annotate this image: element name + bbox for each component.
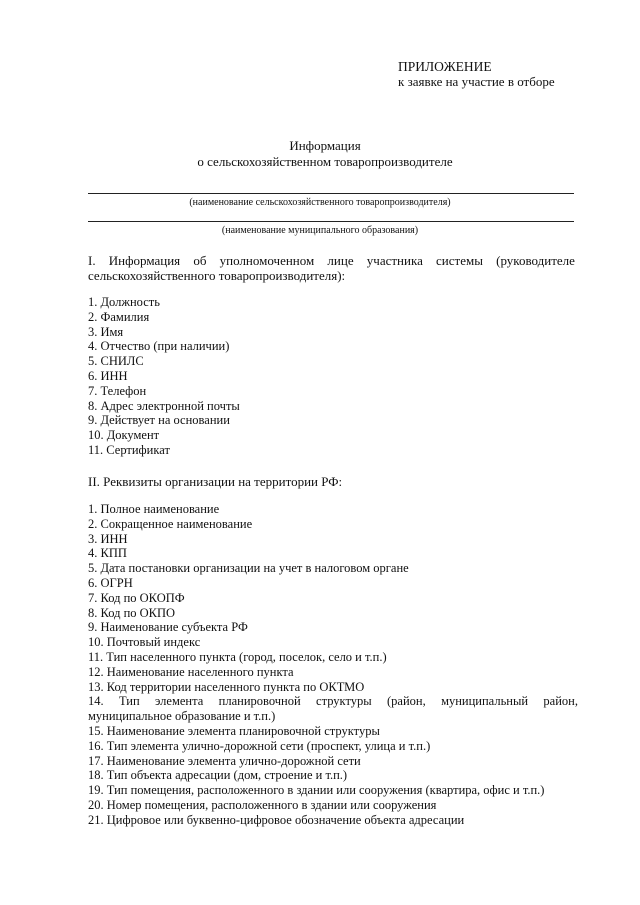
- appendix-subtitle: к заявке на участие в отборе: [398, 74, 555, 89]
- section-1-heading-line-1: [88, 253, 575, 268]
- list-item: 2. Фамилия: [88, 309, 150, 324]
- list-item: 1. Полное наименование: [88, 502, 220, 516]
- list-item: 16. Тип элемента улично-дорожной сети (проспект, улица и т.п.): [88, 738, 431, 753]
- list-item: 1. Должность: [88, 295, 160, 309]
- list-item: 3. Имя: [88, 324, 124, 339]
- list-item: 3. ИНН: [88, 531, 128, 546]
- heading-word: Информация: [108, 253, 181, 268]
- list-item: 8. Адрес электронной почты: [88, 398, 240, 413]
- appendix-header: [398, 59, 555, 89]
- list-item: 2. Сокращенное наименование: [88, 516, 253, 531]
- item-word: район,: [543, 694, 578, 709]
- section-1-list: [88, 295, 578, 458]
- producer-name-caption: (наименование сельскохозяйственного товаропроизводителя): [189, 197, 451, 208]
- item-word: 14.: [88, 694, 104, 709]
- item-word: элемента: [155, 694, 204, 709]
- list-item: 17. Наименование элемента улично-дорожной сети: [88, 753, 361, 768]
- list-item: 20. Номер помещения, расположенного в здании или сооружения: [88, 797, 437, 812]
- list-item: 7. Код по ОКОПФ: [88, 590, 185, 605]
- heading-word: лице: [327, 253, 354, 268]
- producer-name-line: [88, 193, 574, 194]
- item-word: муниципальный: [441, 694, 529, 709]
- heading-word: об: [193, 253, 207, 268]
- item-word: Тип: [118, 694, 140, 709]
- section-1-heading-line-2: сельскохозяйственного товаропроизводителя):: [88, 268, 346, 283]
- municipality-name-line: [88, 221, 574, 222]
- list-item: 11. Сертификат: [88, 442, 170, 457]
- section-2-list: [88, 502, 578, 828]
- list-item: 4. Отчество (при наличии): [88, 339, 230, 354]
- heading-word: уполномоченном: [219, 253, 315, 268]
- list-item: 10. Почтовый индекс: [88, 635, 201, 650]
- list-item: 6. ОГРН: [88, 575, 133, 590]
- list-item: 9. Наименование субъекта РФ: [88, 620, 248, 635]
- list-item-14: [88, 694, 578, 724]
- heading-word: участника: [366, 253, 423, 268]
- list-item: 5. Дата постановки организации на учет в налоговом органе: [88, 561, 409, 576]
- list-item: 19. Тип помещения, расположенного в здании или сооружения (квартира, офис и т.п.): [88, 783, 545, 798]
- list-item: 13. Код территории населенного пункта по ОКТМО: [88, 679, 365, 694]
- section-1-heading: [88, 253, 575, 283]
- list-item: 8. Код по ОКПО: [88, 605, 176, 620]
- list-item-14-line-2: муниципальное образование и т.п.): [88, 709, 276, 724]
- heading-word: (руководителе: [496, 253, 575, 268]
- list-item: 10. Документ: [88, 428, 160, 443]
- list-item: 18. Тип объекта адресации (дом, строение и т.п.): [88, 768, 348, 783]
- heading-word: системы: [436, 253, 483, 268]
- item-word: структуры: [316, 694, 372, 709]
- item-word: (район,: [387, 694, 426, 709]
- item-word: планировочной: [218, 694, 301, 709]
- appendix-title: ПРИЛОЖЕНИЕ: [398, 59, 492, 74]
- title-line-2: о сельскохозяйственном товаропроизводителе: [197, 154, 453, 169]
- list-item: 5. СНИЛС: [88, 354, 144, 369]
- list-item: 7. Телефон: [88, 383, 147, 398]
- municipality-name-caption: (наименование муниципального образования): [221, 225, 419, 236]
- title-line-1: Информация: [289, 138, 361, 153]
- list-item: 21. Цифровое или буквенно-цифровое обозначение объекта адресации: [88, 812, 465, 827]
- list-item: 11. Тип населенного пункта (город, поселок, село и т.п.): [88, 649, 387, 664]
- list-item: 15. Наименование элемента планировочной структуры: [88, 723, 380, 738]
- section-2-heading: II. Реквизиты организации на территории РФ:: [88, 474, 343, 489]
- list-item: 4. КПП: [88, 546, 127, 561]
- document-title: [0, 138, 640, 170]
- list-item: 12. Наименование населенного пункта: [88, 664, 294, 679]
- list-item: 6. ИНН: [88, 368, 128, 383]
- list-item-14-line-1: [88, 694, 578, 709]
- heading-word: I.: [88, 253, 96, 268]
- list-item: 9. Действует на основании: [88, 413, 230, 428]
